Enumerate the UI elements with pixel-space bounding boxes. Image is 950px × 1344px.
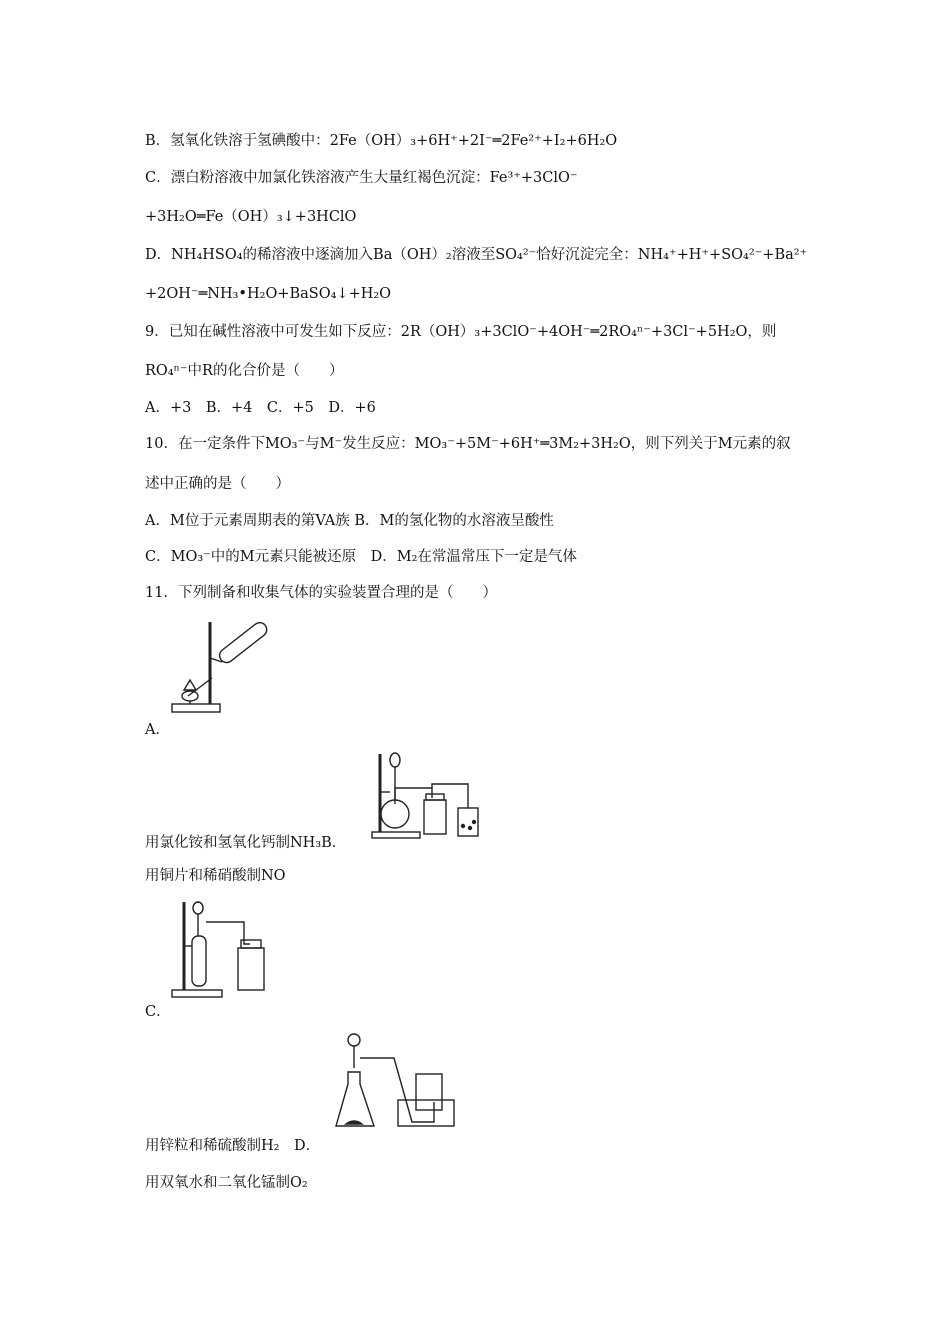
q11-desc-a-and-label-b — [145, 833, 346, 853]
q10-options-cd: C．MO₃⁻中的M元素只能被还原 D．M₂在常温常压下一定是气体 — [145, 549, 577, 565]
q11-desc-c: 用锌粒和稀硫酸制H₂ — [145, 1138, 280, 1154]
figure-b-apparatus — [370, 746, 486, 840]
q8-option-d-line1: D．NH₄HSO₄的稀溶液中逐滴加入Ba（OH）₂溶液至SO₄²⁻恰好沉淀完全：NH₄⁺+H⁺+SO₄²⁻+Ba²⁺ — [145, 247, 808, 263]
q9-options: A．+3 B．+4 C．+5 D．+6 — [145, 400, 376, 416]
q11-desc-a: 用氯化铵和氢氧化钙制NH₃ — [145, 835, 322, 851]
q9-stem-line1: 9．已知在碱性溶液中可发生如下反应：2R（OH）₃+3ClO⁻+4OH⁻═2RO₄ⁿ⁻+3Cl⁻+5H₂O，则 — [145, 324, 777, 340]
q11-desc-d: 用双氧水和二氧化锰制O₂ — [145, 1175, 308, 1191]
q10-options-ab: A．M位于元素周期表的第VA族 B．M的氢化物的水溶液呈酸性 — [145, 513, 554, 529]
figure-c-apparatus — [170, 896, 274, 1000]
q8-option-b: B．氢氧化铁溶于氢碘酸中：2Fe（OH）₃+6H⁺+2I⁻═2Fe²⁺+I₂+6H₂O — [145, 133, 618, 149]
q11-desc-b: 用铜片和稀硝酸制NO — [145, 868, 286, 884]
q11-label-d: D． — [293, 1138, 321, 1154]
figure-a-apparatus — [168, 614, 278, 716]
q11-label-b: B． — [321, 835, 347, 851]
figure-d-apparatus — [334, 1028, 468, 1132]
q8-option-c-line2: +3H₂O═Fe（OH）₃↓+3HClO — [145, 209, 357, 225]
q10-stem-line1: 10．在一定条件下MO₃⁻与M⁻发生反应：MO₃⁻+5M⁻+6H⁺═3M₂+3H₂O，则下列关于M元素的叙 — [145, 436, 791, 452]
q11-stem: 11．下列制备和收集气体的实验装置合理的是（ ） — [145, 585, 497, 601]
q10-stem-line2: 述中正确的是（ ） — [145, 476, 290, 492]
q11-label-a: A． — [145, 722, 170, 738]
q8-option-d-line2: +2OH⁻═NH₃•H₂O+BaSO₄↓+H₂O — [145, 286, 392, 302]
q11-desc-c-and-label-d — [145, 1136, 320, 1156]
q8-option-c-line1: C．漂白粉溶液中加氯化铁溶液产生大量红褐色沉淀：Fe³⁺+3ClO⁻ — [145, 170, 578, 186]
q11-label-c: C． — [145, 1004, 171, 1020]
q9-stem-line2: RO₄ⁿ⁻中R的化合价是（ ） — [145, 363, 344, 379]
